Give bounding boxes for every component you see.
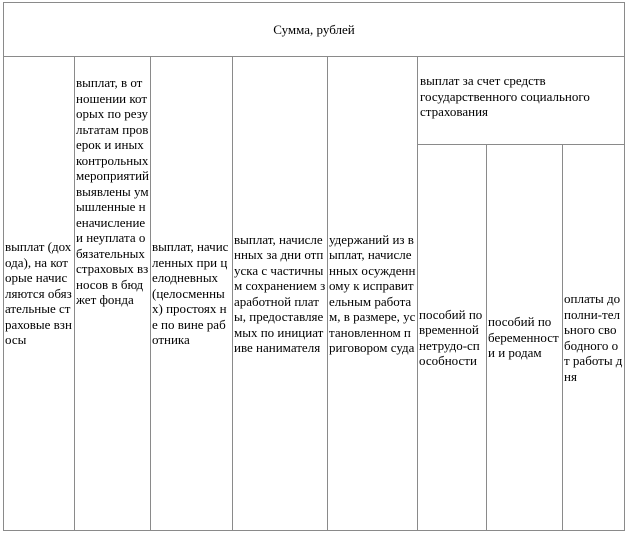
table-title: Сумма, рублей [4, 3, 625, 57]
subcolumn-header-extra-day: оплаты дополни-тельного свободного от работы дня [563, 145, 625, 531]
table-header-row [4, 57, 625, 145]
column-header-convict-deductions: удержаний из выплат, начисленных осужденному к исправительным работам, в размере, установленном приговором суда [328, 57, 418, 531]
benefits-sum-table [3, 2, 625, 531]
column-header-vacation-payments: выплат, начисленных за дни отпуска с частичным сохранением заработной платы, предоставляемых по инициативе нанимателя [233, 57, 328, 531]
column-header-inspection-payments: выплат, в отношении которых по результатам проверок и иных контрольных мероприятий выявлены умышленные неначисление и неуплата обязательных страховых взносов в бюджет фонда [75, 57, 151, 531]
group-header-social-insurance: выплат за счет средств государственного социального страхования [418, 57, 625, 145]
column-header-taxable-payments: выплат (дохода), на которые начисляются обязательные страховые взносы [4, 57, 75, 531]
table-title-row [4, 3, 625, 57]
subcolumn-header-maternity: пособий по беременности и родам [487, 145, 563, 531]
column-header-idle-payments: выплат, начисленных при целодневных (целосменных) простоях не по вине работника [151, 57, 233, 531]
subcolumn-header-disability: пособий по временной нетрудо-способности [418, 145, 487, 531]
